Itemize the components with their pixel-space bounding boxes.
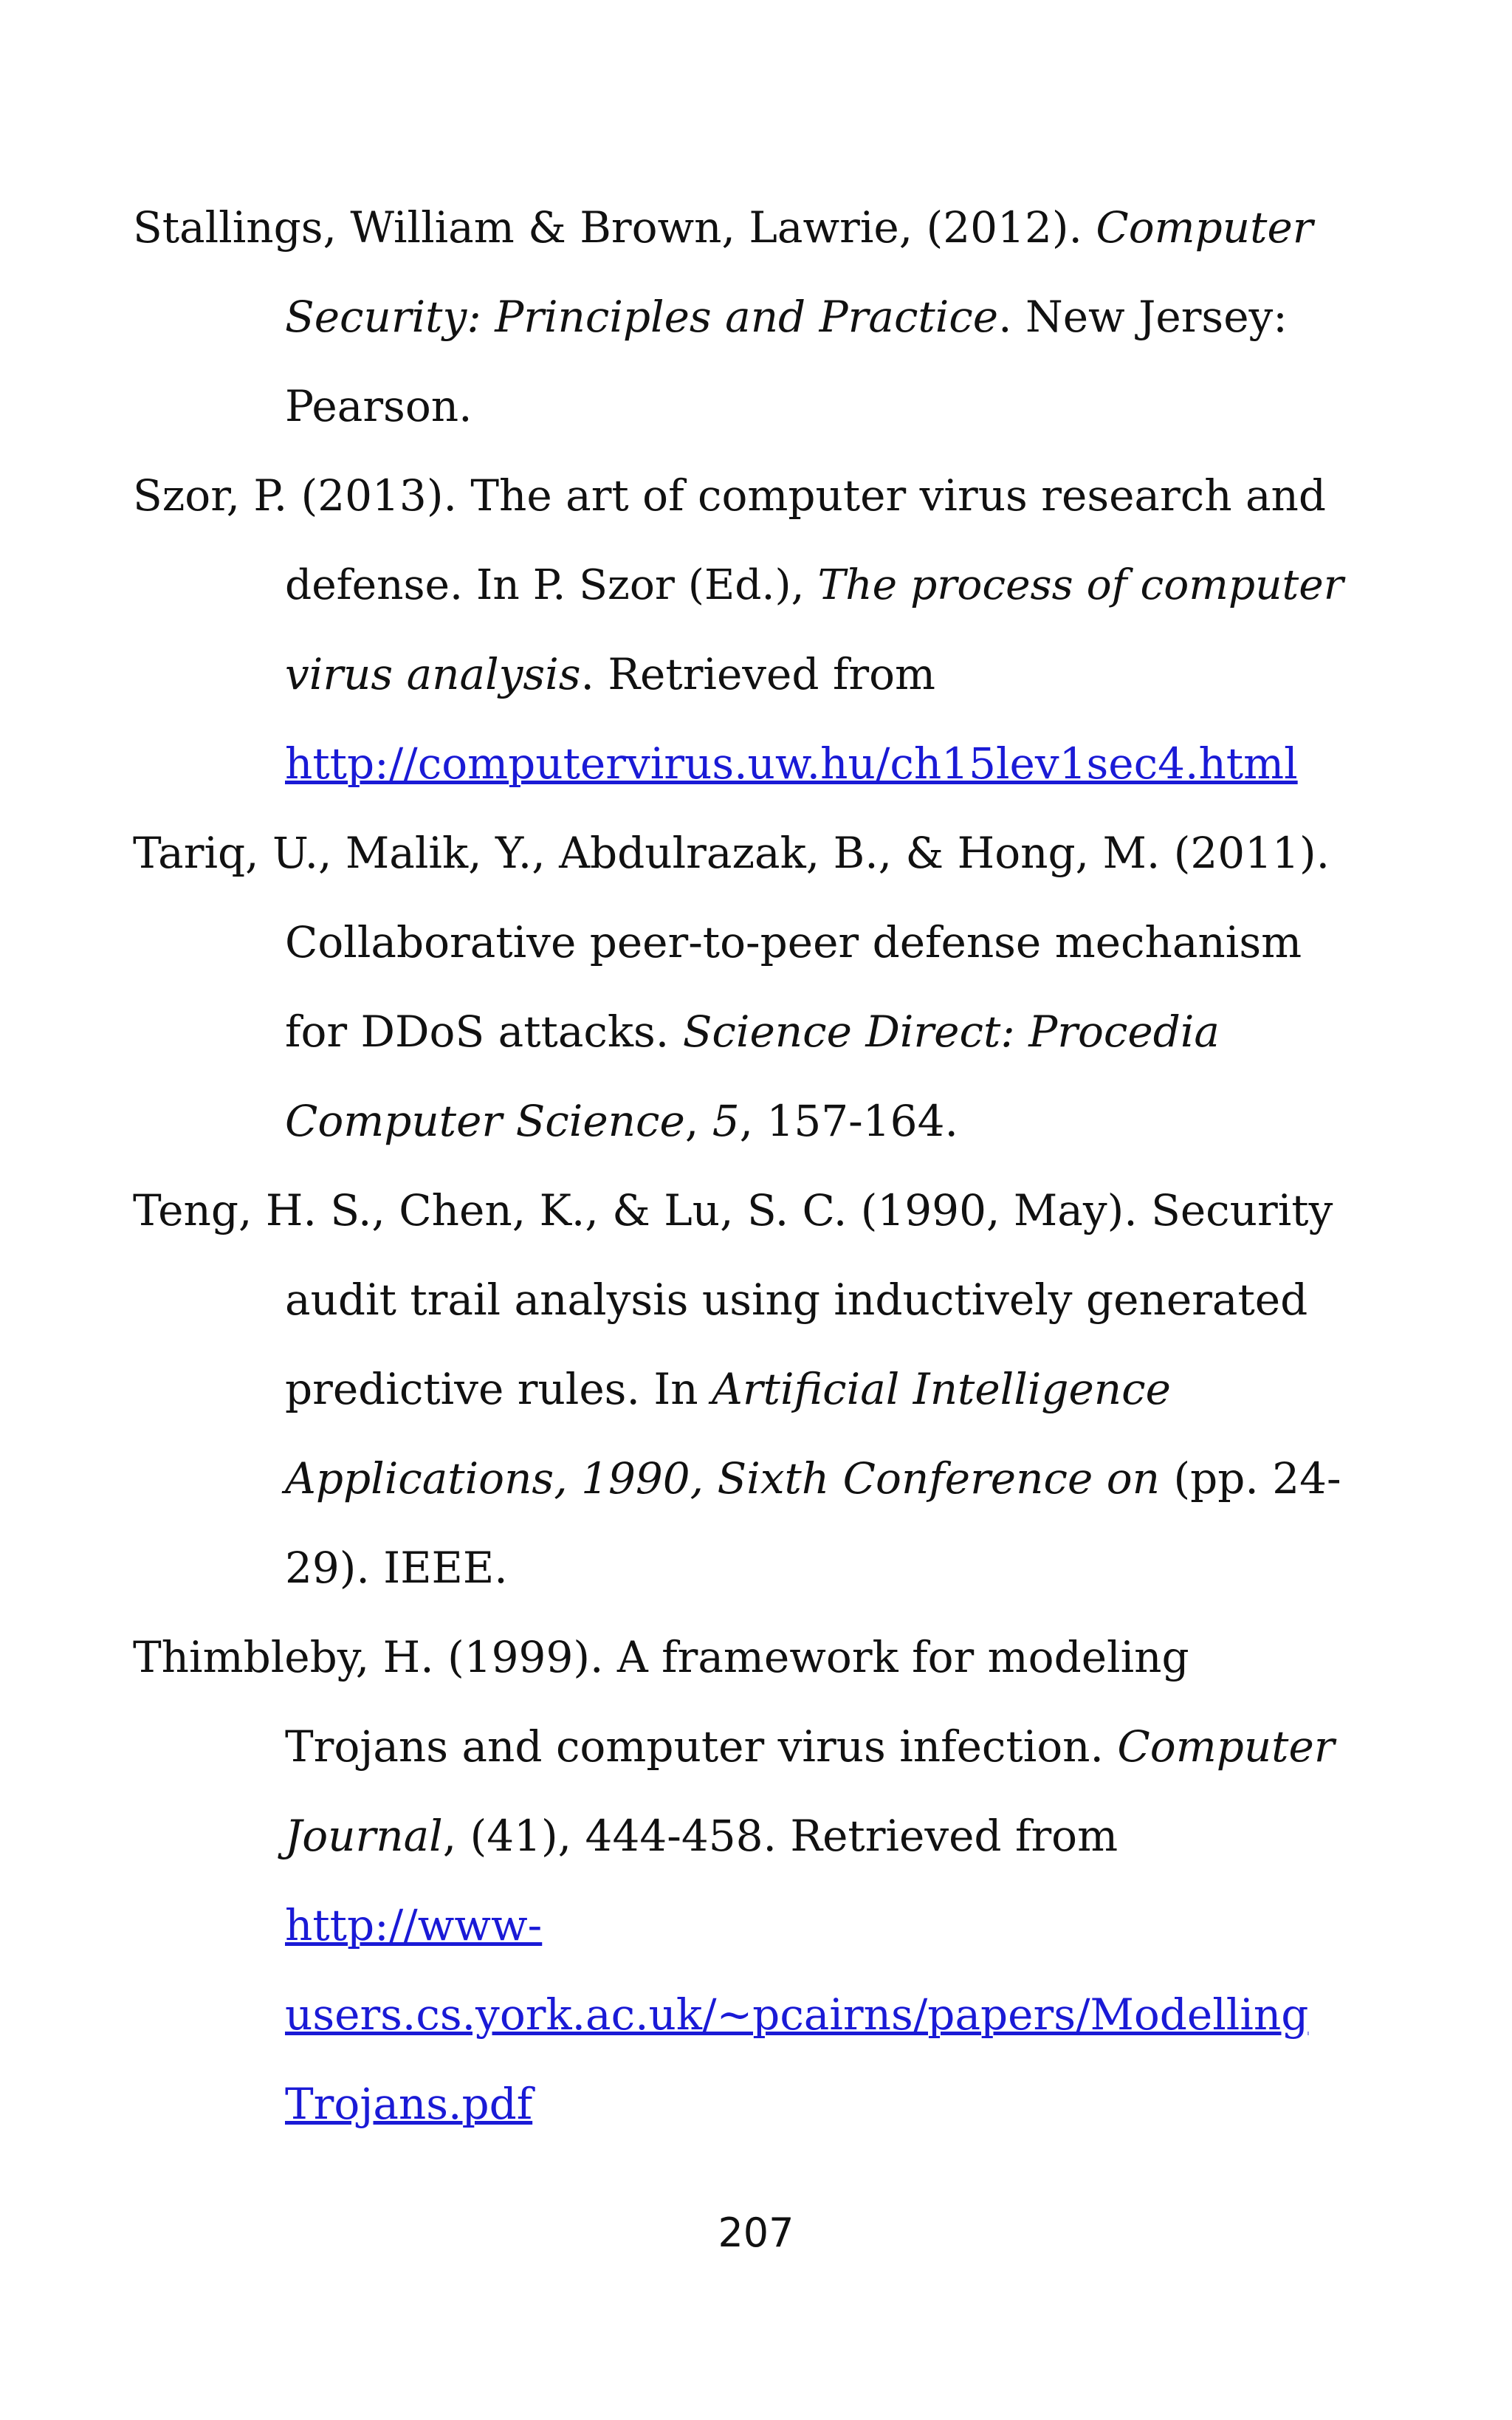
reference-text: 29). IEEE. [285, 1543, 508, 1593]
reference-author-date: Tariq, U., Malik, Y., Abdulrazak, B., & Hong, M. (2011). [133, 828, 1330, 878]
reference-url-link[interactable]: http://computervirus.uw.hu/ch15lev1sec4.html [285, 738, 1298, 789]
reference-title: virus analysis [285, 649, 581, 699]
reference-title: Artificial Intelligence [712, 1364, 1171, 1414]
reference-szor [133, 451, 1344, 809]
reference-text: predictive rules. In [285, 1364, 698, 1414]
reference-title: Applications, 1990, Sixth Conference on [285, 1453, 1161, 1504]
reference-journal: Computer [1117, 1721, 1335, 1772]
reference-pages: (pp. 24- [1173, 1453, 1341, 1504]
reference-publisher: . New Jersey: [998, 292, 1288, 342]
reference-text: , (41), 444-458. Retrieved from [442, 1811, 1118, 1861]
reference-text: for DDoS attacks. [285, 1007, 670, 1057]
reference-text: . Retrieved from [580, 649, 936, 699]
reference-journal: Computer Science [285, 1096, 685, 1146]
reference-text: Collaborative peer-to-peer defense mechanism [285, 917, 1302, 967]
reference-title: Security: Principles and Practice [285, 292, 999, 342]
reference-author-date: Stallings, William & Brown, Lawrie, (2012). [133, 202, 1082, 253]
reference-url-link[interactable]: Trojans.pdf [285, 2079, 533, 2129]
reference-author-date: Szor, P. (2013). The art of computer virus research and [133, 470, 1327, 521]
reference-thimbleby [133, 1613, 1344, 2149]
page-number: 207 [718, 2210, 794, 2256]
reference-text: defense. In P. Szor (Ed.), [285, 561, 805, 609]
reference-url-link[interactable]: users.cs.york.ac.uk/~pcairns/papers/Modelling [285, 1989, 1309, 2040]
reference-list [133, 183, 1344, 2149]
reference-journal: Journal [285, 1811, 443, 1861]
reference-author-date: Thimbleby, H. (1999). A framework for modeling [133, 1632, 1189, 1682]
reference-publisher-line: Pearson. [285, 381, 472, 431]
reference-teng [133, 1166, 1344, 1613]
reference-separator: , [684, 1096, 699, 1146]
reference-tariq [133, 809, 1344, 1166]
reference-author-date: Teng, H. S., Chen, K., & Lu, S. C. (1990, May). Security [133, 1185, 1333, 1235]
reference-title: Computer [1096, 202, 1313, 253]
reference-journal: Science Direct: Procedia [682, 1007, 1220, 1057]
reference-text: Trojans and computer virus infection. [285, 1721, 1104, 1772]
reference-text: audit trail analysis using inductively generated [285, 1275, 1308, 1325]
reference-url-link[interactable]: http://www- [285, 1900, 543, 1950]
reference-pages: , 157-164. [739, 1096, 958, 1146]
reference-volume: 5 [712, 1096, 740, 1146]
reference-stallings [133, 183, 1344, 451]
reference-title: The process of computer [817, 561, 1344, 609]
